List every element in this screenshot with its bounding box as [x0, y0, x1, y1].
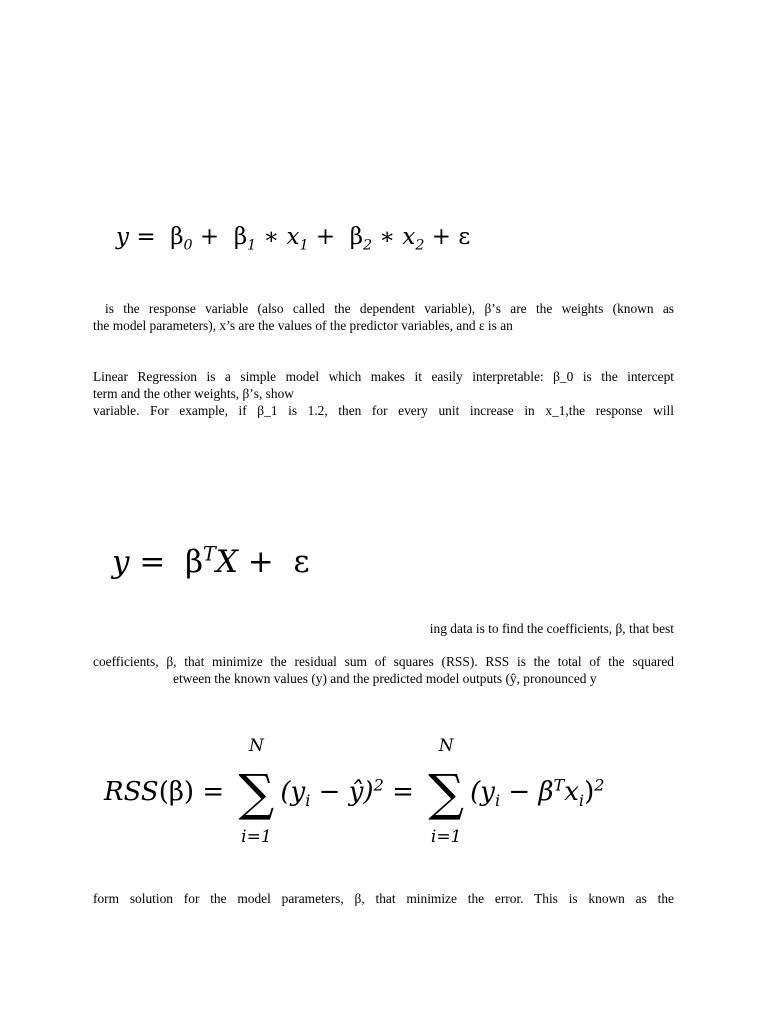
matrix-model-equation: [112, 544, 310, 580]
paragraph-closed-form: [93, 890, 674, 907]
eq3-term2-sup: 2: [594, 775, 605, 795]
eq3-term1-sub: i: [305, 791, 311, 811]
paragraph-fitting-goal: [93, 620, 674, 637]
paragraph-rss-definition: [93, 653, 674, 687]
paragraph-line: is the response variable (also called the dependent variable), β’s are the weights (known as: [105, 301, 674, 316]
eq1-epsilon: ε: [458, 224, 471, 250]
eq2-y: y: [112, 544, 130, 580]
eq3-term1-sup: 2: [373, 775, 384, 795]
eq2-beta-transpose: T: [203, 542, 216, 566]
eq1-x1: x: [286, 224, 300, 250]
eq1-beta0: β: [170, 224, 184, 250]
eq2-beta: β: [185, 544, 203, 580]
paragraph-line: ing data is to find the coefficients, β, that best: [429, 621, 674, 636]
eq3-equals-1: =: [202, 777, 225, 807]
paragraph-line: the model parameters), x’s are the values of the predictor variables, and ε is an: [93, 318, 513, 333]
paragraph-line: form solution for the model parameters, β, that minimize the error. This is known as the: [93, 891, 674, 906]
sum2-upper-limit: N: [438, 736, 454, 756]
summation-1: [236, 736, 276, 847]
paragraph-line: etween the known values (y) and the predicted model outputs (ŷ, pronounced y: [173, 671, 597, 686]
eq1-beta2: β: [349, 224, 364, 250]
eq3-term2-mid: − β: [500, 777, 554, 807]
eq3-term2-x-sub: i: [578, 791, 585, 811]
eq3-term1: (y: [280, 777, 306, 807]
paragraph-line: variable. For example, if β_1 is 1.2, then for every unit increase in x_1,the response will: [93, 403, 674, 418]
eq3-rss: RSS: [104, 777, 159, 807]
eq1-beta0-sub: 0: [183, 237, 193, 254]
eq3-term2-sub: i: [494, 791, 501, 811]
sum1-upper-limit: N: [248, 736, 264, 756]
eq1-plus-1: +: [199, 224, 220, 250]
eq2-plus: +: [247, 544, 274, 580]
linear-model-equation: [116, 224, 471, 254]
paragraph-response-variable: [93, 300, 674, 334]
eq1-x2-sub: 2: [415, 237, 425, 254]
eq1-y: y: [116, 224, 129, 250]
paragraph-interpretability: [93, 368, 674, 419]
eq3-rss-arg: (β): [158, 777, 195, 807]
eq1-plus-2: +: [315, 224, 336, 250]
eq2-epsilon: ε: [293, 544, 310, 580]
sum2-lower-limit: i=1: [430, 827, 462, 847]
sum1-lower-limit: i=1: [241, 827, 272, 847]
eq1-star-1: ∗: [263, 224, 280, 250]
sum2-sigma: ∑: [428, 764, 464, 822]
paragraph-line: term and the other weights, β’s, show: [93, 386, 294, 401]
eq2-X: X: [215, 544, 238, 580]
rss-equation: [104, 736, 605, 847]
eq1-x1-sub: 1: [299, 237, 309, 254]
eq1-beta1: β: [233, 224, 248, 250]
paragraph-line: Linear Regression is a simple model which makes it easily interpretable: β_0 is the intercept: [93, 369, 674, 384]
eq1-x2: x: [402, 224, 416, 250]
eq1-plus-3: +: [431, 224, 452, 250]
eq3-equals-2: =: [392, 777, 414, 807]
eq3-term2-transpose: T: [553, 775, 565, 795]
eq1-equals: =: [136, 224, 156, 250]
eq1-beta1-sub: 1: [247, 237, 257, 254]
eq2-equals: =: [139, 544, 166, 580]
eq3-term2: (y: [470, 777, 495, 807]
summation-2: [426, 736, 466, 847]
eq3-term2-close: ): [584, 777, 595, 807]
eq3-term1-rest: − ŷ): [310, 777, 374, 807]
sum1-sigma: ∑: [238, 764, 275, 822]
eq1-star-2: ∗: [379, 224, 396, 250]
eq1-beta2-sub: 2: [363, 237, 373, 254]
paragraph-line: coefficients, β, that minimize the residual sum of squares (RSS). RSS is the total of the squared: [93, 654, 674, 669]
eq3-term2-x: x: [564, 777, 579, 807]
